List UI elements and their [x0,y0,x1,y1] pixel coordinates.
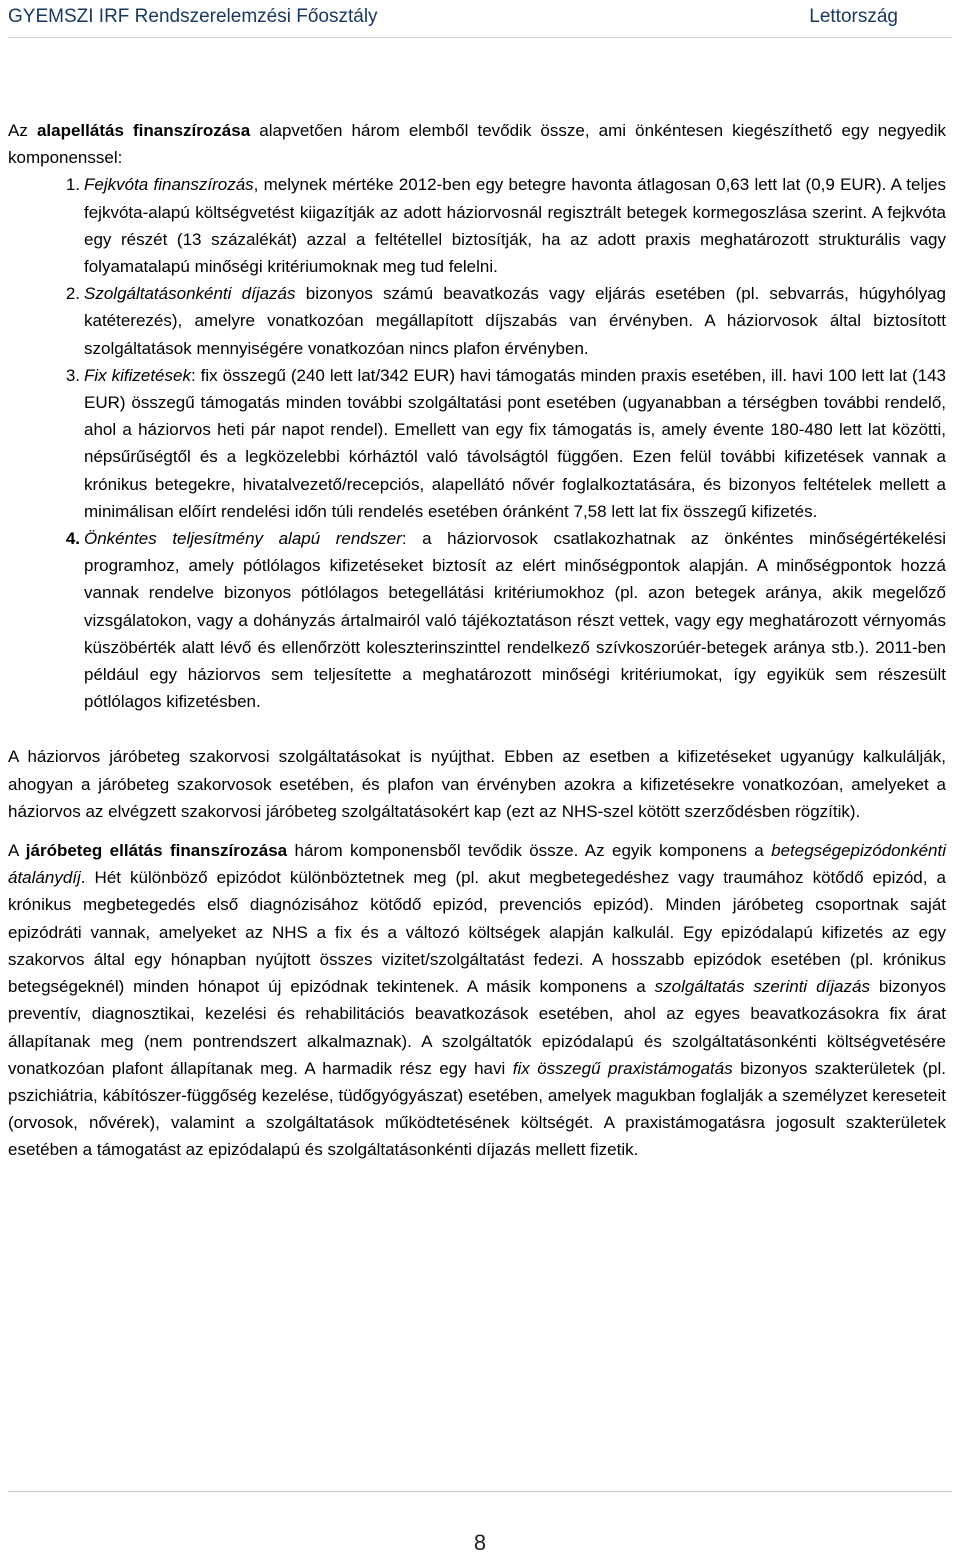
list-item-text: , melynek mértéke 2012-ben egy betegre havonta átlagosan 0,63 lett lat (0,9 EUR). A teljes fejkvóta-alapú költségvetést kiigazítják az adott háziorvosnál regisztrált betegek kormegoszlása szerint. A fejkvóta egy részét (13 százalékát) azzal a feltétellel biztosítják, ha az adott praxis meghatározott strukturális vagy folyamatalapú minőségi kritériumoknak meg tud felelni. [84,175,946,277]
list-item-title: Fix kifizetések [84,365,191,385]
header-divider [8,37,952,38]
italic-term: fix összegű praxistámogatás [512,1058,733,1078]
list-item [8,525,946,715]
list-item-number: 1. [65,175,80,195]
list-item [8,362,946,525]
outpatient-bold-term: járóbeteg ellátás finanszírozása [25,841,288,861]
page-header [8,4,898,30]
list-item-text: : fix összegű (240 lett lat/342 EUR) havi támogatás minden praxis esetében, ill. havi 100 lett lat (143 EUR) összegű támogatás minden további szolgáltatási pont esetében (ugyanabban a térségben további rendelő, ahol a háziorvos heti pár napot rendel). Emellett van egy fix támogatás is, amely évente 180-480 lett lat közötti, népsűrűségtől és a legközelebbi kórháztól való távolságtól függően. Ezen felül további kifizetések vannak a krónikus betegekre, hivatalvezető/recepciós, alapellátó nővér foglalkoztatására, és bizonyos feltételek mellett a minimálisan előírt rendelési időn túli rendelés esetében óránként 7,58 lett lat fix összegű kifizetés. [84,365,946,521]
outpatient-financing-paragraph: A járóbeteg ellátás finanszírozása három komponensből tevődik össze. Az egyik komponens a betegségepizódonkénti átalánydíj. Hét különböző epizódot különböztetnek meg (pl. akut megbetegedéshez vagy traumához kötődő epizód, a krónikus megbetegedés első diagnózisához kötődő epizód, prevenciós epizód). Minden járóbeteg csoportnak saját epizódráti vannak, amelyeket az NHS a fix és a változó költségek alapján kalkulál. Egy epizódalapú kifizetés az egy szakorvos által egy hónapban nyújtott összes vizitet/szolgáltatást fedezi. A hosszabb epizódok esetében (pl. krónikus betegségeknél) minden hónapot új epizódnak tekintenek. A másik komponens a szolgáltatás szerinti díjazás bizonyos preventív, diagnosztikai, kezelési és rehabilitációs beavatkozások esetében, ahol az egyes beavatkozásokra fix árat állapítanak meg (nem pontrendszert alkalmaznak). A szolgáltatók epizódalapú és szolgáltatásonkénti költségvetésére vonatkozóan plafont állapítanak meg. A harmadik rész egy havi fix összegű praxistámogatás bizonyos szakterületek (pl. pszichiátria, kábítószer-függőség kezelése, tüdőgyógyászat) esetében, amelyek magukban foglalják a személyzet kereseteit (orvosok, nővérek), valamint a szolgáltatások működtetésének költségét. A praxistámogatásra jogosult szakterületek esetében a támogatást az epizódalapú és szolgáltatásonkénti díjazás mellett fizetik. [8,841,947,1160]
document-body [8,117,946,1164]
header-department: GYEMSZI IRF Rendszerelemzési Főosztály [8,6,378,27]
intro-bold-term: alapellátás finanszírozása [36,121,251,140]
list-item-number: 2. [65,284,80,304]
intro-paragraph: Az alapellátás finanszírozása alapvetően három elemből tevődik össze, ami önkéntesen kiegészíthető egy negyedik komponenssel: [8,121,947,168]
list-item-number: 3. [65,365,80,385]
list-item-title: Szolgáltatásonkénti díjazás [84,284,296,304]
footer-divider [8,1491,952,1492]
italic-term: betegségepizódonkénti átalánydíj [8,841,947,888]
specialist-services-paragraph: A háziorvos járóbeteg szakorvosi szolgáltatásokat is nyújthat. Ebben az esetben a kifizetéseket ugyanúgy kalkulálják, ahogyan a járóbeteg szakorvosok esetében, és plafon van érvényben azokra a kifizetésekre vonatkozóan, amelyeket a háziorvos az elvégzett szakorvosi járóbeteg szolgáltatásokért kap (ezt az NHS-szel kötött szerződésben rögzítik). [8,747,946,821]
italic-term: szolgáltatás szerinti díjazás [654,977,870,997]
list-item [8,280,946,362]
page-number: 8 [473,1530,487,1555]
header-country: Lettország [809,6,898,27]
list-item [8,171,946,280]
list-item-number: 4. [65,529,80,549]
list-item-text: : a háziorvosok csatlakozhatnak az önkéntes minőségértékelési programhoz, amely pótlólagos kifizetéseket biztosít az elért minőségpontok alapján. A minőségpontok hozzá vannak rendelve bizonyos pótlólagos betegellátási kritériumokhoz (pl. azon betegek aránya, akik megelőző vizsgálatokon, vagy a dohányzás ártalmairól való tájékoztatáson részt vettek, vagy egy meghatározott vérnyomás küszöbérték alatt lévő és ellenőrzött koleszterinszinttel rendelkező szívkoszorúér-betegek aránya stb.). 2011-ben például egy háziorvos sem teljesítette a meghatározott minőségi kritériumokat, így egyikük sem részesült pótlólagos kifizetésben. [84,529,946,712]
list-item-title: Fejkvóta finanszírozás [84,175,254,195]
list-item-title: Önkéntes teljesítmény alapú rendszer [84,529,402,549]
list-item-text: bizonyos számú beavatkozás vagy eljárás esetében (pl. sebvarrás, húgyhólyag katéterezés), amelyre vonatkozóan megállapított díjszabás van érvényben. A háziorvosok által biztosított szolgáltatások mennyiségére vonatkozóan nincs plafon érvényben. [84,284,946,358]
financing-components-list [8,171,946,715]
